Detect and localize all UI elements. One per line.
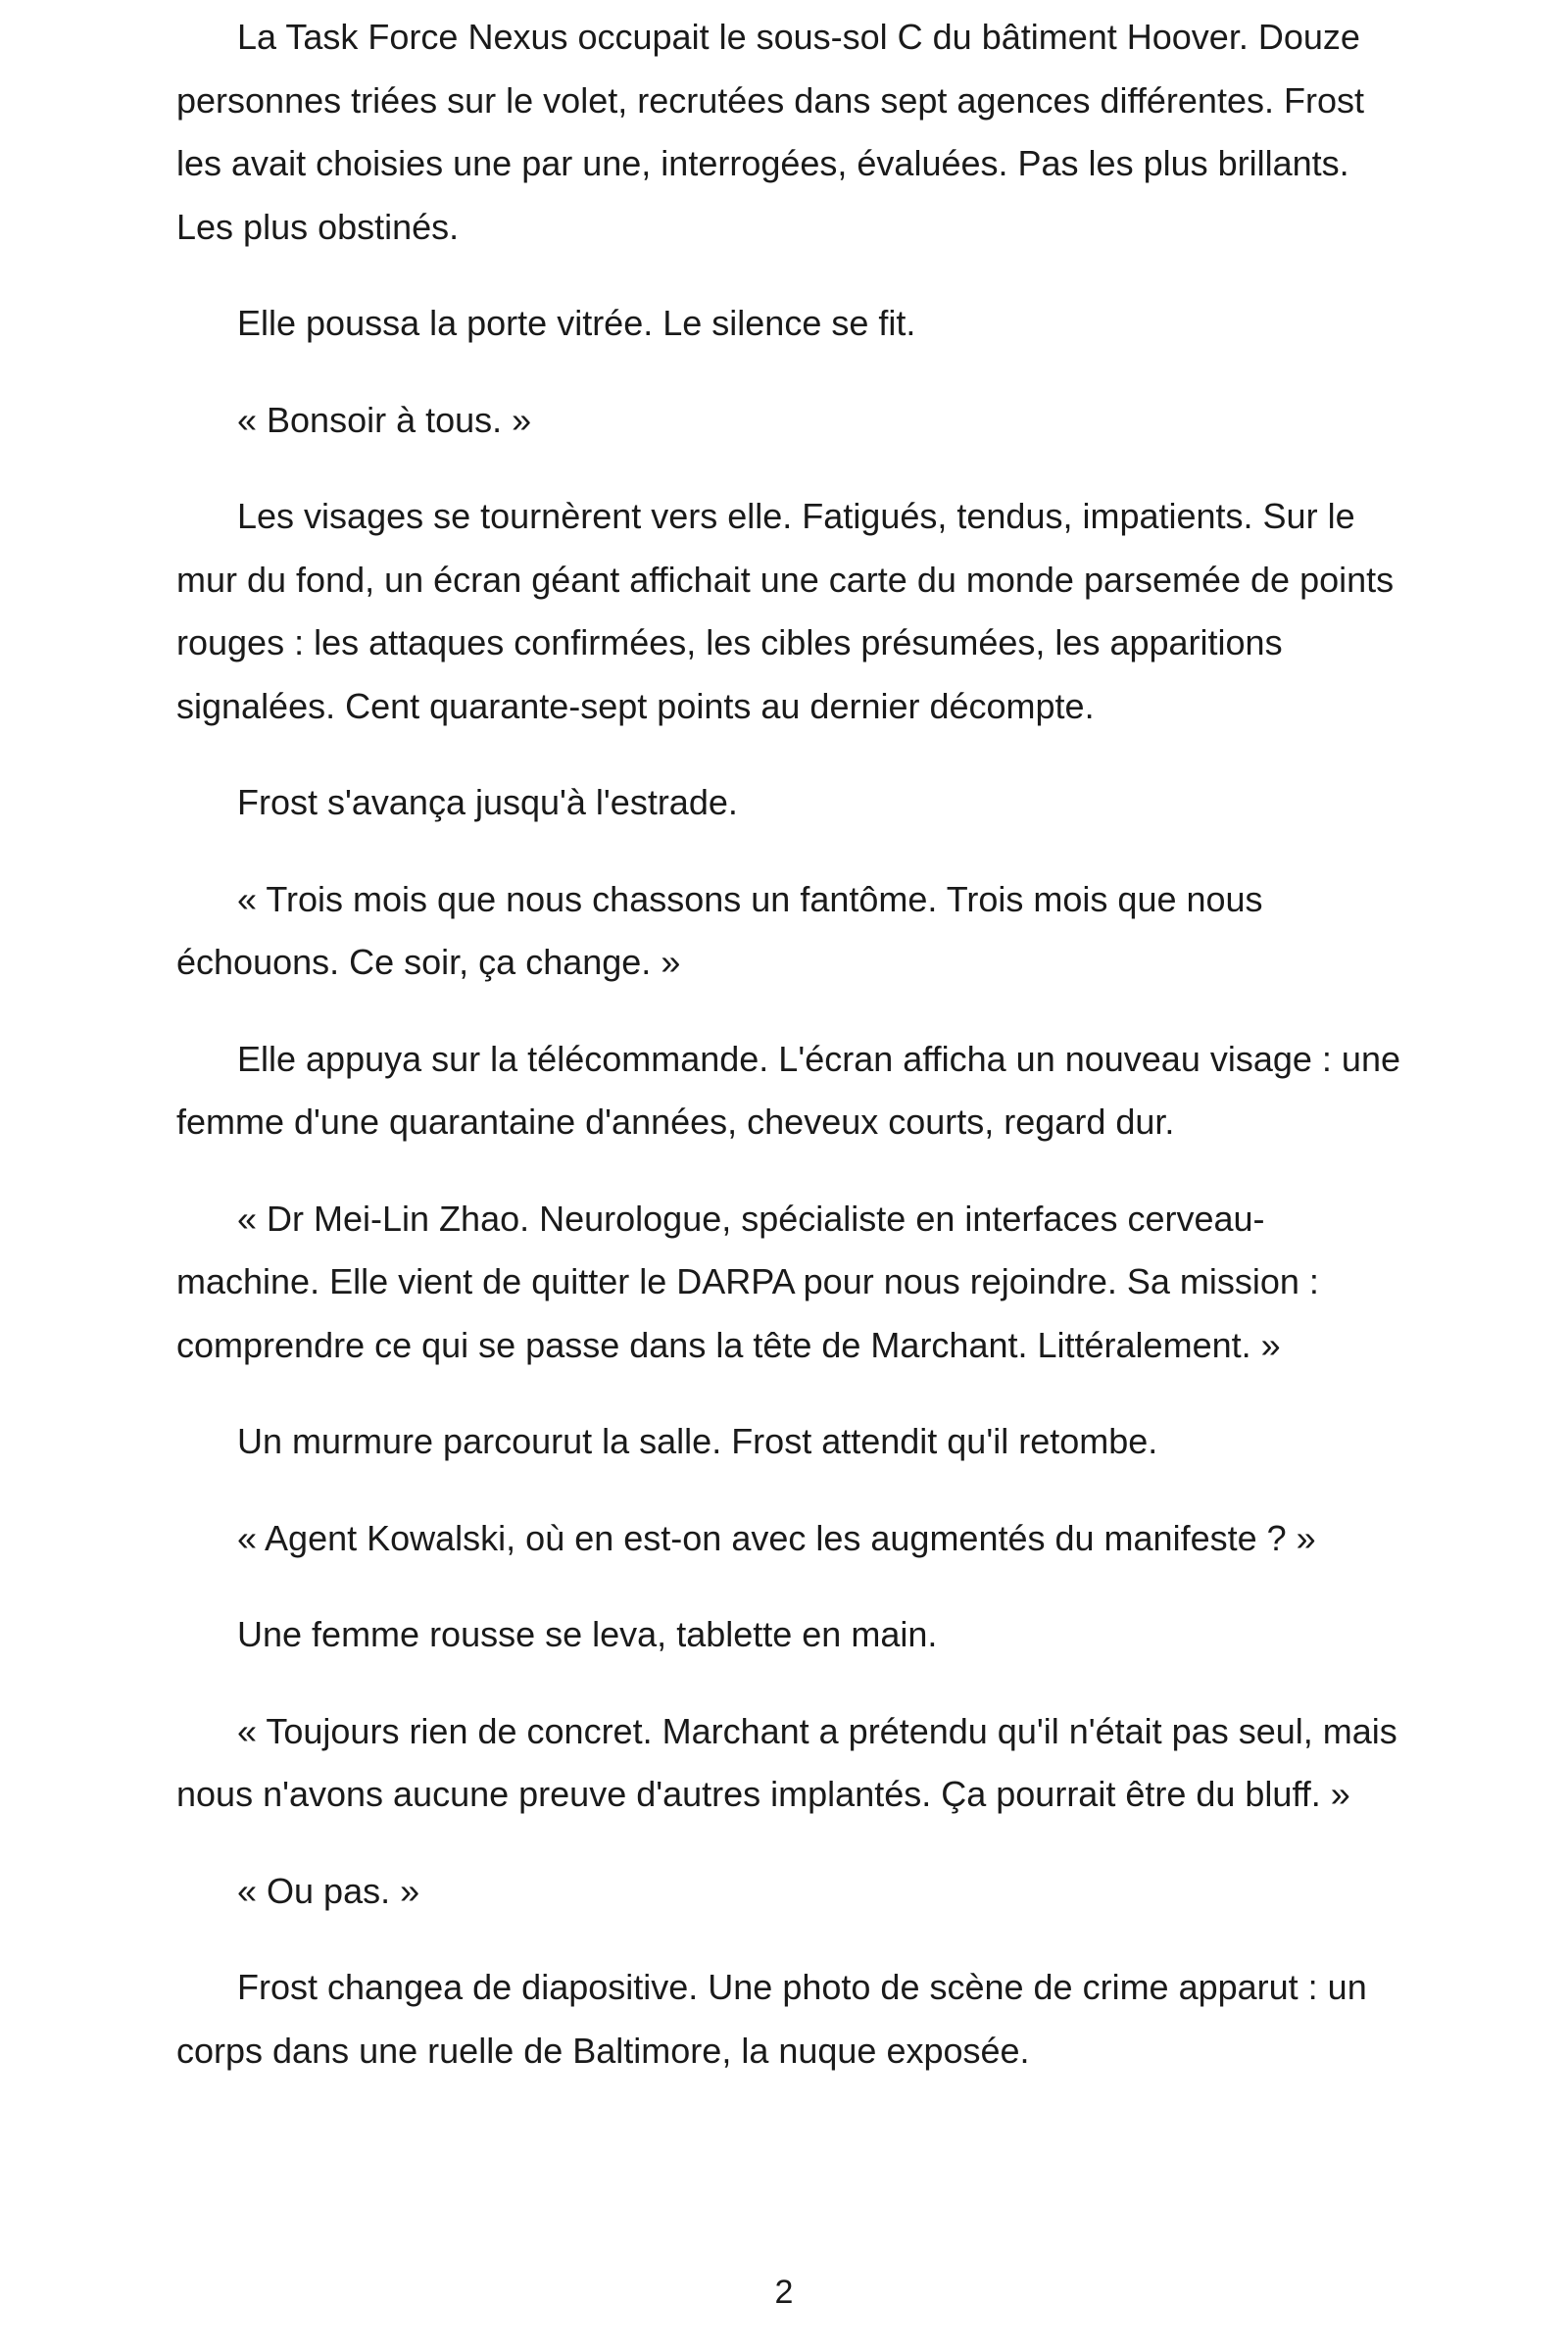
paragraph: Frost changea de diapositive. Une photo de scène de crime apparut : un corps dans une ruelle de Baltimore, la nuque exposée. [176, 1967, 1367, 2071]
paragraph: Une femme rousse se leva, tablette en main. [237, 1614, 938, 1654]
paragraph: Elle appuya sur la télécommande. L'écran afficha un nouveau visage : une femme d'une quarantaine d'années, cheveux courts, regard dur. [176, 1038, 1400, 1142]
paragraph: « Toujours rien de concret. Marchant a prétendu qu'il n'était pas seul, mais nous n'avons aucune preuve d'autres implantés. Ça pourrait être du bluff. » [176, 1710, 1397, 1814]
paragraph: « Bonsoir à tous. » [237, 399, 532, 440]
body-text [176, 6, 1401, 2116]
paragraph: « Dr Mei-Lin Zhao. Neurologue, spécialiste en interfaces cerveau-machine. Elle vient de quitter le DARPA pour nous rejoindre. Sa mission : comprendre ce qui se passe dans la tête de Marchant. Littéralement. » [176, 1198, 1319, 1365]
paragraph: La Task Force Nexus occupait le sous-sol C du bâtiment Hoover. Douze personnes triées sur le volet, recrutées dans sept agences différentes. Frost les avait choisies une par une, interrogées, évaluées. Pas les plus brillants. Les plus obstinés. [176, 17, 1364, 247]
paragraph: Elle poussa la porte vitrée. Le silence se fit. [237, 303, 916, 343]
paragraph: Frost s'avança jusqu'à l'estrade. [237, 782, 738, 822]
page-number: 2 [774, 2274, 794, 2311]
paragraph: Les visages se tournèrent vers elle. Fatigués, tendus, impatients. Sur le mur du fond, un écran géant affichait une carte du monde parsemée de points rouges : les attaques confirmées, les cibles présumées, les apparitions signalées. Cent quarante-sept points au dernier décompte. [176, 496, 1395, 726]
paragraph: « Trois mois que nous chassons un fantôme. Trois mois que nous échouons. Ce soir, ça change. » [176, 878, 1263, 982]
paragraph: « Ou pas. » [237, 1870, 420, 1911]
paragraph: « Agent Kowalski, où en est-on avec les augmentés du manifeste ? » [237, 1517, 1316, 1558]
paragraph: Un murmure parcourut la salle. Frost attendit qu'il retombe. [237, 1421, 1158, 1461]
